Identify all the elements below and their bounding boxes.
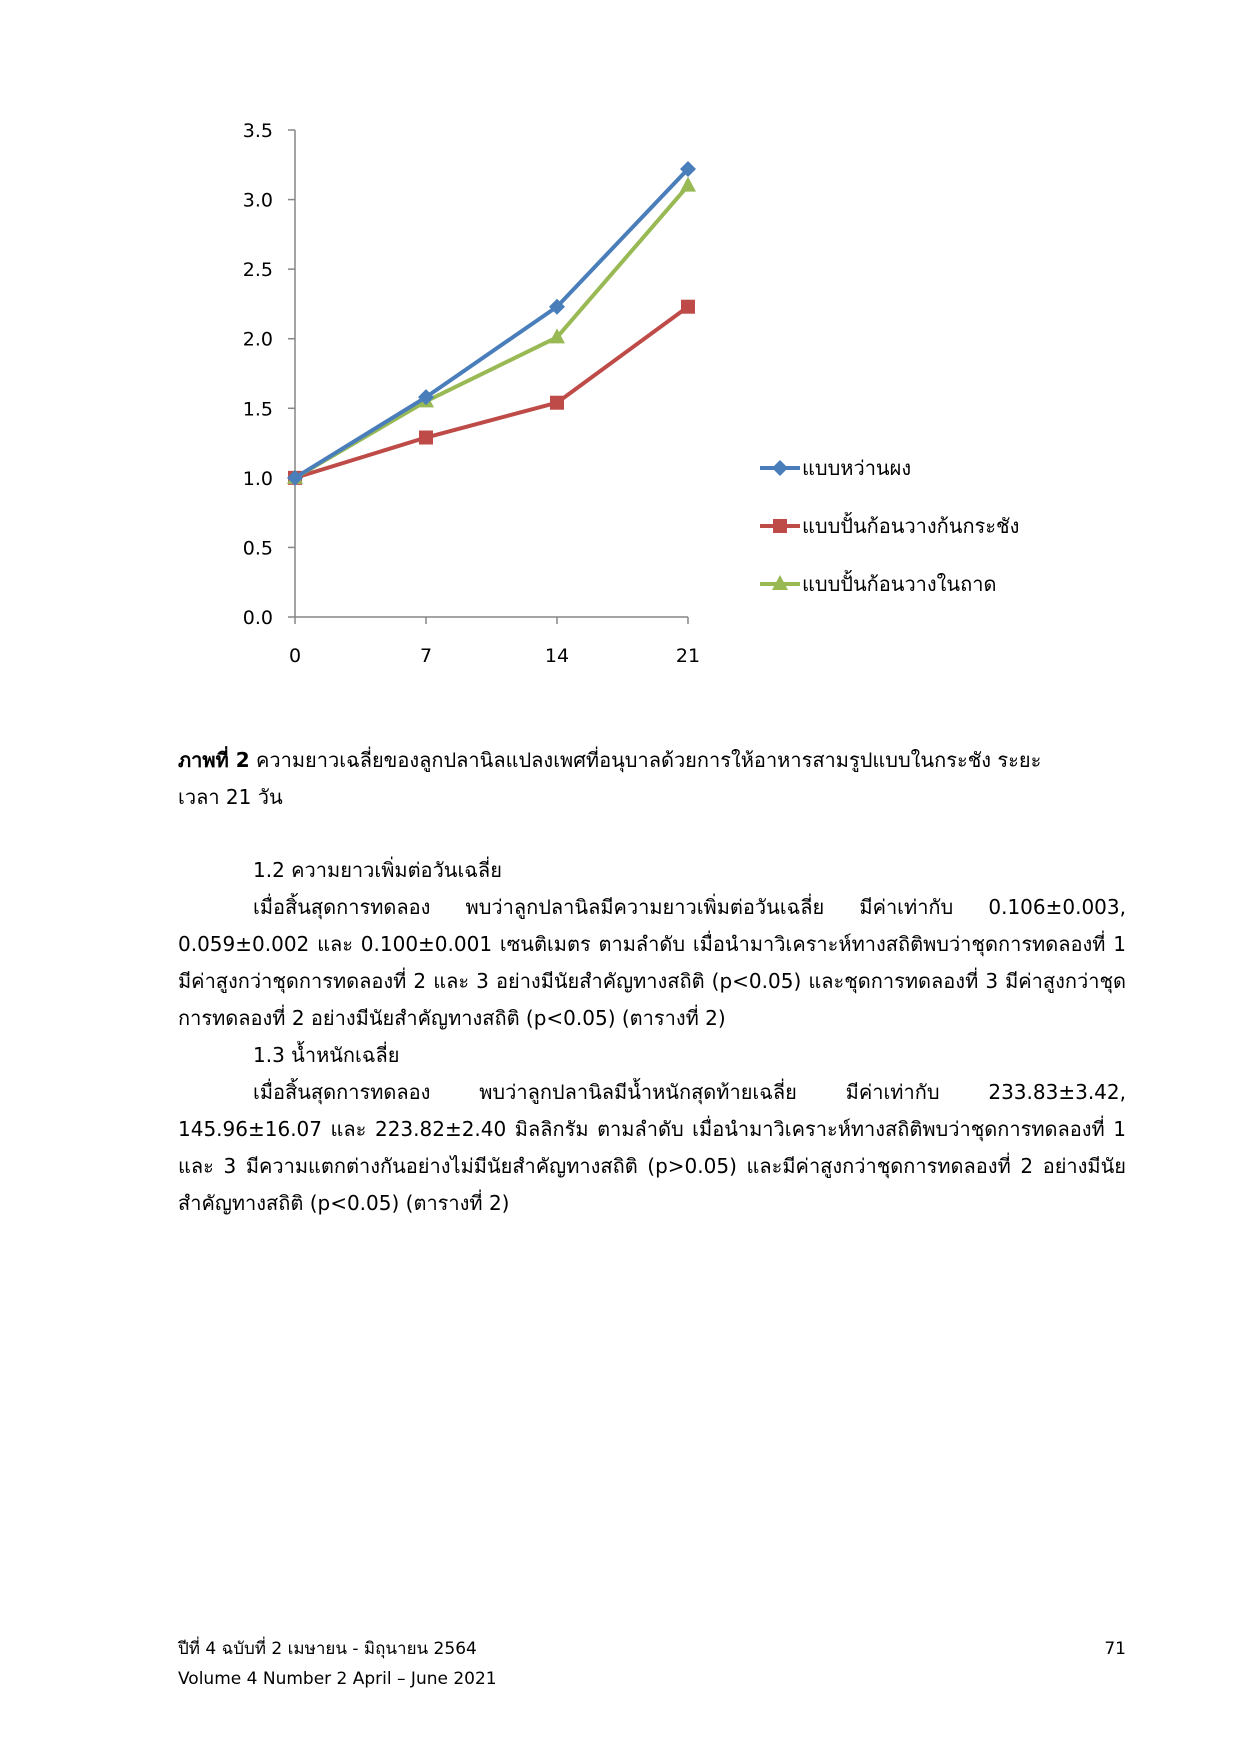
x-tick-label: 21 [675,645,701,667]
caption-label: ภาพที่ 2 [178,748,250,772]
y-tick-label: 0.5 [242,537,273,560]
chart-axes [243,120,700,667]
legend-label: แบบหว่านผง [802,456,912,480]
legend-item-1 [760,456,911,480]
y-tick-label: 1.5 [242,398,273,421]
x-tick-label: 14 [544,645,570,667]
section-paragraph-1-3: เมื่อสิ้นสุดการทดลอง พบว่าลูกปลานิลมีน้ำหนักสุดท้ายเฉลี่ย มีค่าเท่ากับ 233.83±3.42, 145.96±16.07 และ 223.82±2.40 มิลลิกรัม ตามลำดับ เมื่อนำมาวิเคราะห์ทางสถิติพบว่าชุดการทดลองที่ 1 และ 3 มีความแตกต่างกันอย่างไม่มีนัยสำคัญทางสถิติ (p>0.05) และมีค่าสูงกว่าชุดการทดลองที่ 2 อย่างมีนัยสำคัญทางสถิติ (p<0.05) (ตารางที่ 2) [178,1080,1126,1215]
series-1 [287,161,696,486]
section-heading-1-2: 1.2 ความยาวเพิ่มต่อวันเฉลี่ย [253,858,502,882]
x-tick-label: 0 [288,645,302,667]
caption-text: ความยาวเฉลี่ยของลูกปลานิลแปลงเพศที่อนุบาลด้วยการให้อาหารสามรูปแบบในกระชัง ระยะเวลา 21 วัน [178,748,1042,809]
legend-label: แบบปั้นก้อนวางในถาด [802,572,997,596]
point-marker-square [773,519,787,533]
point-marker-square [550,396,564,410]
footer-thai: ปีที่ 4 ฉบับที่ 2 เมษายน - มิถุนายน 2564 [178,1639,477,1659]
body-text [178,852,1126,1222]
legend-label: แบบปั้นก้อนวางก้นกระชัง [802,514,1020,538]
section-paragraph-1-2: เมื่อสิ้นสุดการทดลอง พบว่าลูกปลานิลมีความยาวเพิ่มต่อวันเฉลี่ย มีค่าเท่ากับ 0.106±0.003, 0.059±0.002 และ 0.100±0.001 เซนติเมตร ตามลำดับ เมื่อนำมาวิเคราะห์ทางสถิติพบว่าชุดการทดลองที่ 1 มีค่าสูงกว่าชุดการทดลองที่ 2 และ 3 อย่างมีนัยสำคัญทางสถิติ (p<0.05) และชุดการทดลองที่ 3 มีค่าสูงกว่าชุดการทดลองที่ 2 อย่างมีนัยสำคัญทางสถิติ (p<0.05) (ตารางที่ 2) [178,895,1126,1030]
y-tick-label: 2.0 [242,328,273,351]
series-line [295,307,688,478]
y-tick-label: 0.0 [242,607,273,629]
y-tick-label: 2.5 [242,259,273,282]
chart-series [287,161,696,486]
chart-legend [760,456,1019,596]
point-marker-square [681,300,695,314]
point-marker-square [419,431,433,445]
point-marker-diamond [772,460,788,476]
y-tick-label: 3.5 [242,120,273,142]
legend-item-3 [760,570,996,596]
page-footer [178,1634,1126,1694]
y-tick-label: 1.0 [242,467,273,490]
legend-item-2 [760,512,1019,538]
section-heading-1-3: 1.3 น้ำหนักเฉลี่ย [253,1043,400,1067]
point-marker-triangle [680,177,696,192]
series-2 [288,300,695,485]
figure-caption [178,742,1078,816]
x-tick-label: 7 [419,645,433,667]
page-number: 71 [1104,1639,1126,1659]
series-line [295,169,688,478]
line-chart [0,0,1241,720]
footer-english: Volume 4 Number 2 April – June 2021 [178,1669,497,1689]
y-tick-label: 3.0 [242,189,273,212]
